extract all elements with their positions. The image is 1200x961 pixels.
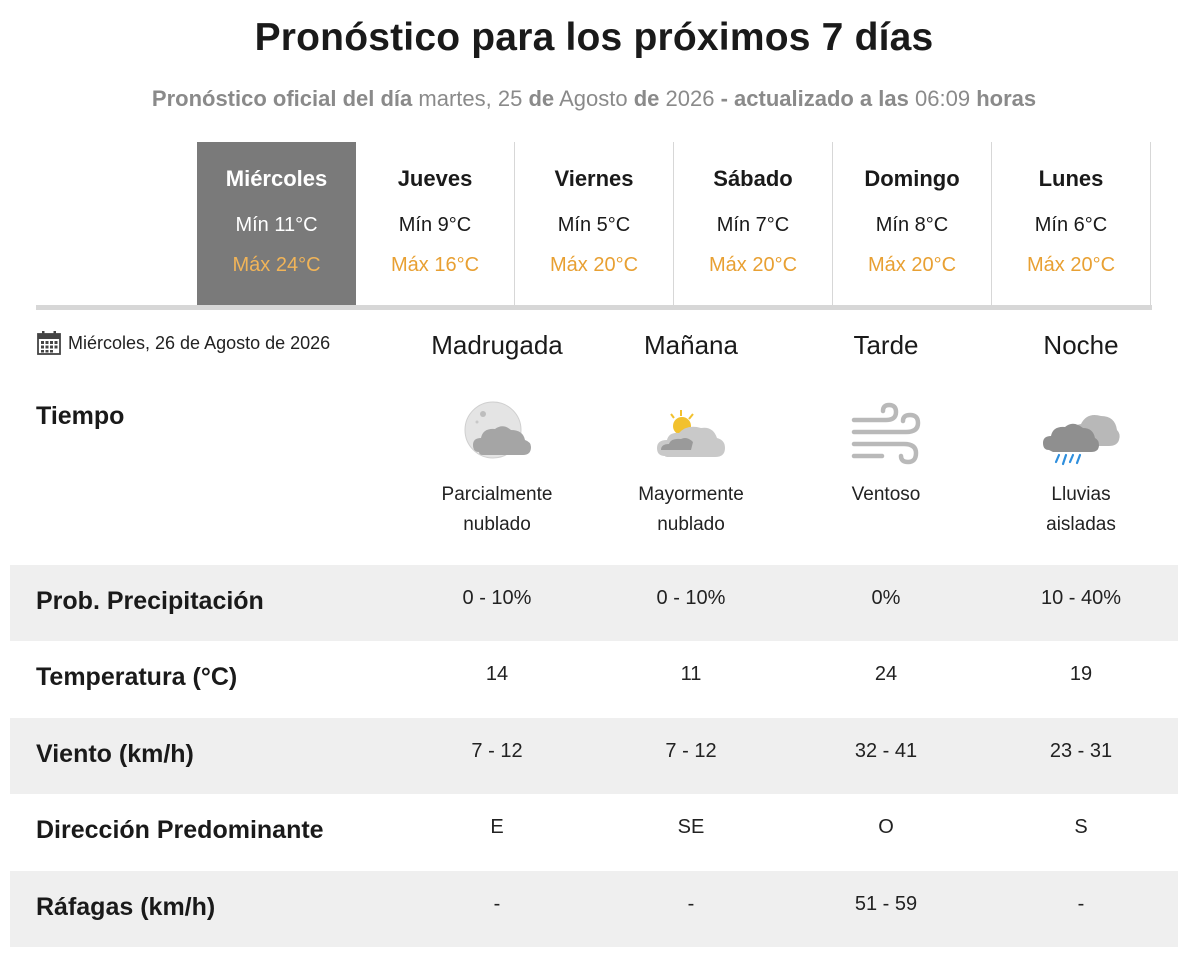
weather-desc-line2: nublado xyxy=(657,514,725,535)
row-value: - xyxy=(1077,893,1085,915)
row-value: 14 xyxy=(485,663,509,685)
day-max-temp: Máx 20°C xyxy=(867,254,957,276)
partly-cloudy-night-icon xyxy=(457,400,537,468)
period-manana: Mañana xyxy=(644,330,738,360)
mostly-cloudy-icon xyxy=(651,400,731,468)
row-prob-precipitacion xyxy=(10,565,1178,641)
day-min-temp: Mín 8°C xyxy=(875,214,949,236)
day-tab-sabado[interactable] xyxy=(674,142,833,306)
weather-desc-line1: Lluvias xyxy=(1051,484,1111,505)
row-value: 7 - 12 xyxy=(665,740,717,762)
row-value: 10 - 40% xyxy=(1040,587,1122,609)
day-name: Miércoles xyxy=(225,166,328,191)
day-name: Jueves xyxy=(397,166,473,191)
row-value: 0 - 10% xyxy=(656,587,726,609)
period-madrugada: Madrugada xyxy=(431,330,563,360)
tiempo-label: Tiempo xyxy=(36,402,125,430)
day-name: Domingo xyxy=(864,166,960,191)
weather-tarde xyxy=(786,400,986,510)
period-tarde: Tarde xyxy=(853,330,919,360)
row-label: Prob. Precipitación xyxy=(36,587,264,615)
row-label: Temperatura (°C) xyxy=(36,663,238,691)
day-min-temp: Mín 5°C xyxy=(557,214,631,236)
day-max-temp: Máx 20°C xyxy=(1026,254,1116,276)
row-value: S xyxy=(1074,816,1088,838)
row-value: 0 - 10% xyxy=(462,587,532,609)
day-min-temp: Mín 11°C xyxy=(235,214,318,236)
subtitle-month: Agosto xyxy=(559,86,628,111)
windy-icon xyxy=(846,400,926,468)
day-tabs xyxy=(197,142,1152,306)
weather-desc-line2: aisladas xyxy=(1046,514,1116,535)
page-title: Pronóstico para los próximos 7 días xyxy=(254,16,934,59)
row-value: 7 - 12 xyxy=(471,740,523,762)
row-label: Viento (km/h) xyxy=(36,740,194,768)
row-label: Dirección Predominante xyxy=(36,816,324,844)
isolated-showers-icon xyxy=(1041,400,1121,468)
row-value: 11 xyxy=(680,663,702,685)
day-max-temp: Máx 24°C xyxy=(232,254,321,276)
subtitle-hours: horas xyxy=(976,86,1037,111)
day-tab-viernes[interactable] xyxy=(515,142,674,306)
day-tab-jueves[interactable] xyxy=(356,142,515,306)
row-value: 32 - 41 xyxy=(854,740,918,762)
day-tab-lunes[interactable] xyxy=(992,142,1151,306)
subtitle-updated: - actualizado a las xyxy=(720,86,909,111)
subtitle-weekday: martes, 25 xyxy=(418,86,523,111)
row-viento xyxy=(10,718,1178,794)
row-value: - xyxy=(493,893,501,915)
calendar-icon xyxy=(36,330,62,356)
day-name: Viernes xyxy=(554,166,634,191)
row-value: 24 xyxy=(874,663,898,685)
row-value: 23 - 31 xyxy=(1049,740,1113,762)
day-max-temp: Máx 16°C xyxy=(390,254,480,276)
weather-desc-line2: nublado xyxy=(463,514,531,535)
subtitle-de: de xyxy=(633,86,660,111)
row-rafagas xyxy=(10,871,1178,947)
row-label: Ráfagas (km/h) xyxy=(36,893,216,921)
day-name: Sábado xyxy=(713,166,793,191)
subtitle-de: de xyxy=(528,86,555,111)
weather-noche xyxy=(981,400,1181,540)
selected-date-text: Miércoles, 26 de Agosto de 2026 xyxy=(68,332,331,353)
subtitle-prefix: Pronóstico oficial del día xyxy=(151,86,413,111)
day-tabs-divider xyxy=(36,305,1152,310)
day-min-temp: Mín 9°C xyxy=(398,214,472,236)
day-min-temp: Mín 7°C xyxy=(716,214,790,236)
day-max-temp: Máx 20°C xyxy=(708,254,798,276)
row-value: 19 xyxy=(1069,663,1093,685)
weather-madrugada xyxy=(397,400,597,540)
selected-date xyxy=(36,330,330,356)
weather-desc-line1: Ventoso xyxy=(851,484,921,505)
row-direccion xyxy=(10,794,1178,870)
day-tab-domingo[interactable] xyxy=(833,142,992,306)
day-name: Lunes xyxy=(1038,166,1104,191)
weather-desc-line1: Mayormente xyxy=(638,484,744,505)
row-value: E xyxy=(490,816,504,838)
row-value: O xyxy=(878,816,894,838)
day-min-temp: Mín 6°C xyxy=(1034,214,1108,236)
period-noche: Noche xyxy=(1043,330,1119,360)
row-value: 0% xyxy=(871,587,901,609)
row-value: 51 - 59 xyxy=(854,893,918,915)
day-tab-miercoles[interactable] xyxy=(197,142,356,306)
row-value: - xyxy=(687,893,695,915)
subtitle-year: 2026 xyxy=(665,86,715,111)
subtitle-time: 06:09 xyxy=(915,86,971,111)
weather-desc-line1: Parcialmente xyxy=(441,484,553,505)
day-max-temp: Máx 20°C xyxy=(549,254,639,276)
weather-manana xyxy=(591,400,791,540)
row-temperatura xyxy=(10,641,1178,717)
forecast-subtitle xyxy=(0,86,1188,112)
row-value: SE xyxy=(677,816,705,838)
